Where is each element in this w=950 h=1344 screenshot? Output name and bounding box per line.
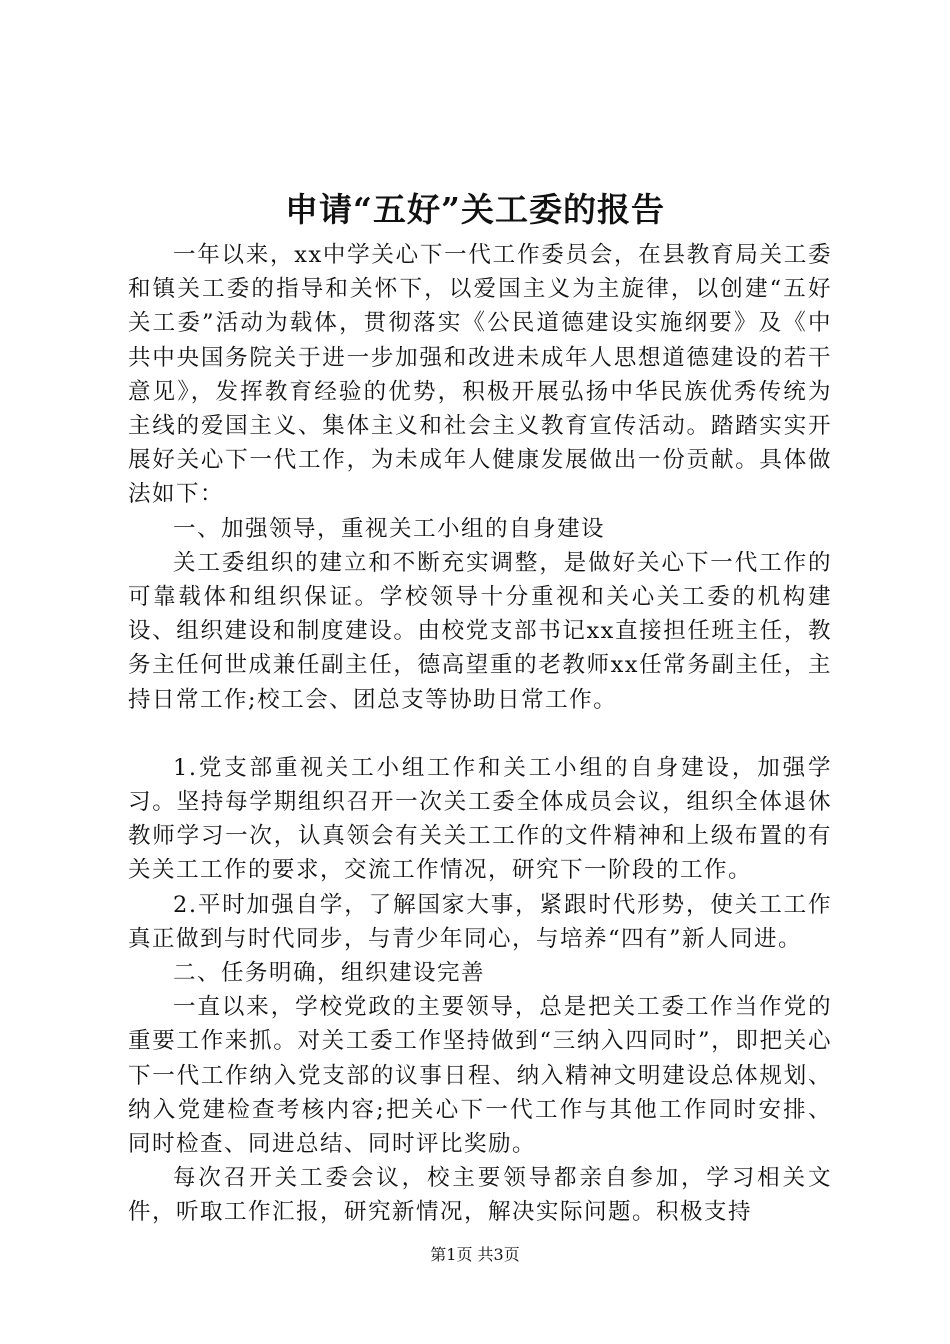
section-heading-1: 一、加强领导，重视关工小组的自身建设 — [173, 515, 606, 542]
document-body — [128, 238, 832, 1230]
page-number: 第1页 共3页 — [430, 1245, 520, 1264]
blank-line — [128, 717, 832, 751]
paragraph-meetings: 每次召开关工委会议，校主要领导都亲自参加，学习相关文件，听取工作汇报，研究新情况，解决实际问题。积极支持 — [128, 1165, 832, 1226]
paragraph-intro: 一年以来，xx中学关心下一代工作委员会，在县教育局关工委和镇关工委的指导和关怀下，以爱国主义为主旋律，以创建“五好关工委”活动为载体，贯彻落实《公民道德建设实施纲要》及《中共中央国务院关于进一步加强和改进未成年人思想道德建设的若干意见》，发挥教育经验的优势，积极开展弘扬中华民族优秀传统为主线的爱国主义、集体主义和社会主义教育宣传活动。踏踏实实开展好关心下一代工作，为未成年人健康发展做出一份贡献。具体做法如下： — [128, 242, 832, 508]
paragraph-leadership: 一直以来，学校党政的主要领导，总是把关工委工作当作党的重要工作来抓。对关工委工作坚持做到“三纳入四同时”，即把关心下一代工作纳入党支部的议事日程、纳入精神文明建设总体规划、纳入党建检查考核内容;把关心下一代工作与其他工作同时安排、同时检查、同进总结、同时评比奖励。 — [128, 994, 832, 1158]
section-heading-2: 二、任务明确，组织建设完善 — [173, 960, 486, 987]
paragraph-organization: 关工委组织的建立和不断充实调整，是做好关心下一代工作的可靠载体和组织保证。学校领导十分重视和关心关工委的机构建设、组织建设和制度建设。由校党支部书记xx直接担任班主任，教务主任何世成兼任副主任，德高望重的老教师xx任常务副主任，主持日常工作;校工会、团总支等协助日常工作。 — [128, 549, 832, 713]
paragraph-item-1: 1.党支部重视关工小组工作和关工小组的自身建设，加强学习。坚持每学期组织召开一次关工委全体成员会议，组织全体退休教师学习一次，认真领会有关关工工作的文件精神和上级布置的有关关工工作的要求，交流工作情况，研究下一阶段的工作。 — [128, 754, 832, 884]
paragraph-item-2: 2.平时加强自学，了解国家大事，紧跟时代形势，使关工工作真正做到与时代同步，与青少年同心，与培养“四有”新人同进。 — [128, 891, 832, 952]
document-title: 申请“五好”关工委的报告 — [285, 190, 665, 229]
